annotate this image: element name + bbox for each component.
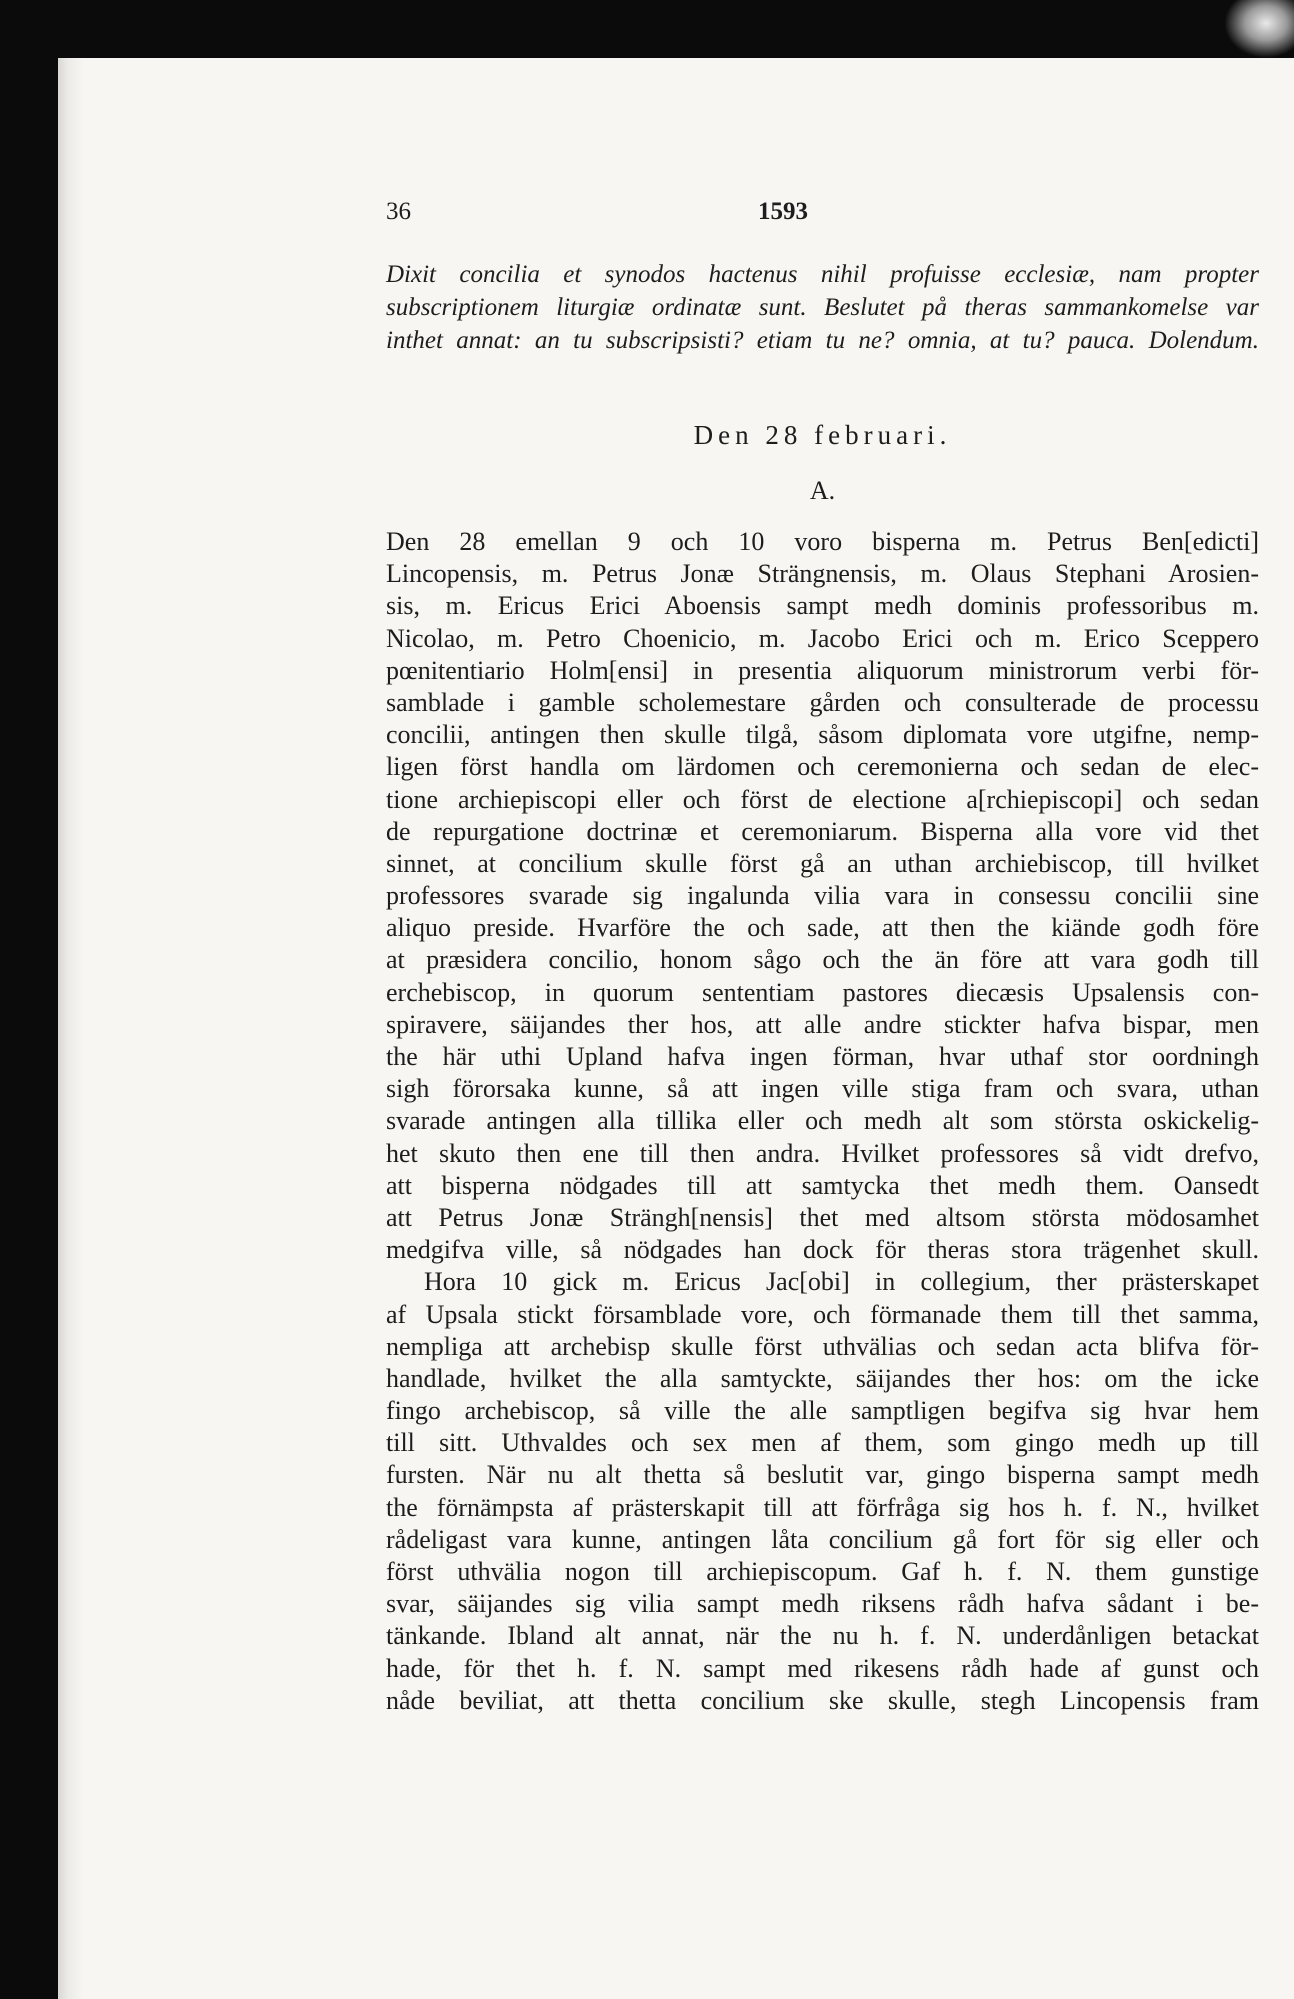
body-line: hade, för thet h. f. N. sampt med rikesens rådh hade af gunst och [386,1653,1259,1683]
page-binding-edge [58,58,84,1999]
page-number: 36 [386,198,411,225]
running-head [386,198,1259,232]
body-line: aliquo preside. Hvarföre the och sade, att then the kiände godh före [386,913,1259,943]
body-line: medgifva ville, så nödgades han dock för theras stora trägenhet skull. [386,1235,1259,1265]
year-heading: 1593 [758,198,808,225]
body-line: concilii, antingen then skulle tilgå, såsom diplomata vore utgifne, nemp- [386,720,1259,750]
body-line: svar, säijandes sig vilia sampt medh riksens rådh hafva sådant i be- [386,1589,1259,1619]
body-line: nåde beviliat, att thetta concilium ske skulle, stegh Lincopensis fram [386,1685,1259,1715]
date-heading: Den 28 februari. [693,420,952,450]
body-line: tione archiepiscopi eller och först de electione a[rchiepiscopi] och sedan [386,784,1259,814]
preface-paragraph [386,258,1259,357]
scan-corner-artifact [1224,0,1294,58]
body-line: Nicolao, m. Petro Choenicio, m. Jacobo Erici och m. Erico Sceppero [386,623,1259,653]
body-line: fursten. När nu alt thetta så beslutit var, gingo bisperna sampt medh [386,1460,1259,1490]
body-line: Den 28 emellan 9 och 10 voro bisperna m. Petrus Ben[edicti] [386,527,1259,556]
body-line: spiravere, säijandes ther hos, att alle andre stickter hafva bispar, men [386,1009,1259,1039]
section-letter: A. [809,476,836,505]
body-line: fingo archebiscop, så ville the alle samptligen begifva sig hvar hem [386,1396,1259,1426]
preface-line: inthet annat: an tu subscripsisti? etiam tu ne? omnia, at tu? pauca. Dolendum. [386,327,1259,354]
body-line: professores svarade sig ingalunda vilia vara in consessu concilii sine [386,881,1259,911]
body-line: rådeligast vara kunne, antingen låta concilium gå fort för sig eller och [386,1524,1259,1554]
body-line: the förnämpsta af prästerskapit till att förfråga sig hos h. f. N., hvilket [386,1492,1259,1522]
body-line: handlade, hvilket the alla samtyckte, säijandes ther hos: om the icke [386,1363,1259,1393]
body-line: het skuto then ene till then andra. Hvilket professores så vidt drefvo, [386,1138,1259,1168]
body-line: nempliga att archebisp skulle först uthvälias och sedan acta blifva för- [386,1331,1259,1361]
body-line: sis, m. Ericus Erici Aboensis sampt medh dominis professoribus m. [386,591,1259,621]
body-line: tänkande. Ibland alt annat, när the nu h. f. N. underdånligen betackat [386,1621,1259,1651]
body-line: Lincopensis, m. Petrus Jonæ Strängnensis, m. Olaus Stephani Arosien- [386,559,1259,589]
body-line: samblade i gamble scholemestare gården och consulterade de processu [386,687,1259,717]
body-line: pœnitentiario Holm[ensi] in presentia aliquorum ministrorum verbi för- [386,655,1259,685]
body-line: af Upsala stickt församblade vore, och förmanade them till thet samma, [386,1299,1259,1329]
body-line: att bisperna nödgades till att samtycka thet medh them. Oansedt [386,1170,1259,1200]
body-line: svarade antingen alla tillika eller och medh alt som största oskickelig- [386,1106,1259,1136]
body-line: erchebiscop, in quorum sententiam pastores diecæsis Upsalensis con- [386,977,1259,1007]
body-line: Hora 10 gick m. Ericus Jac[obi] in collegium, ther prästerskapet [424,1267,1259,1297]
book-page [58,58,1294,1999]
body-line: till sitt. Uthvaldes och sex men af them, som gingo medh up till [386,1428,1259,1458]
body-line: de repurgatione doctrinæ et ceremoniarum. Bisperna alla vore vid thet [386,816,1259,846]
body-text [386,526,1259,1717]
preface-line: Dixit concilia et synodos hactenus nihil profuisse ecclesiæ, nam propter [386,261,1259,288]
preface-line: subscriptionem liturgiæ ordinatæ sunt. Beslutet på theras sammankomelse var [386,294,1259,321]
body-line: sinnet, at concilium skulle först gå an uthan archiebiscop, till hvilket [386,848,1259,878]
body-line: the här uthi Upland hafva ingen förman, hvar uthaf stor oordningh [386,1042,1259,1071]
body-line: att Petrus Jonæ Strängh[nensis] thet med altsom största mödosamhet [386,1202,1259,1232]
body-line: at præsidera concilio, honom sågo och the än före att vara godh till [386,945,1259,975]
body-line: ligen först handla om lärdomen och ceremonierna och sedan de elec- [386,752,1259,782]
body-line: sigh förorsaka kunne, så att ingen ville stiga fram och svara, uthan [386,1074,1259,1104]
body-line: först uthvälia nogon till archiepiscopum. Gaf h. f. N. them gunstige [386,1557,1259,1586]
